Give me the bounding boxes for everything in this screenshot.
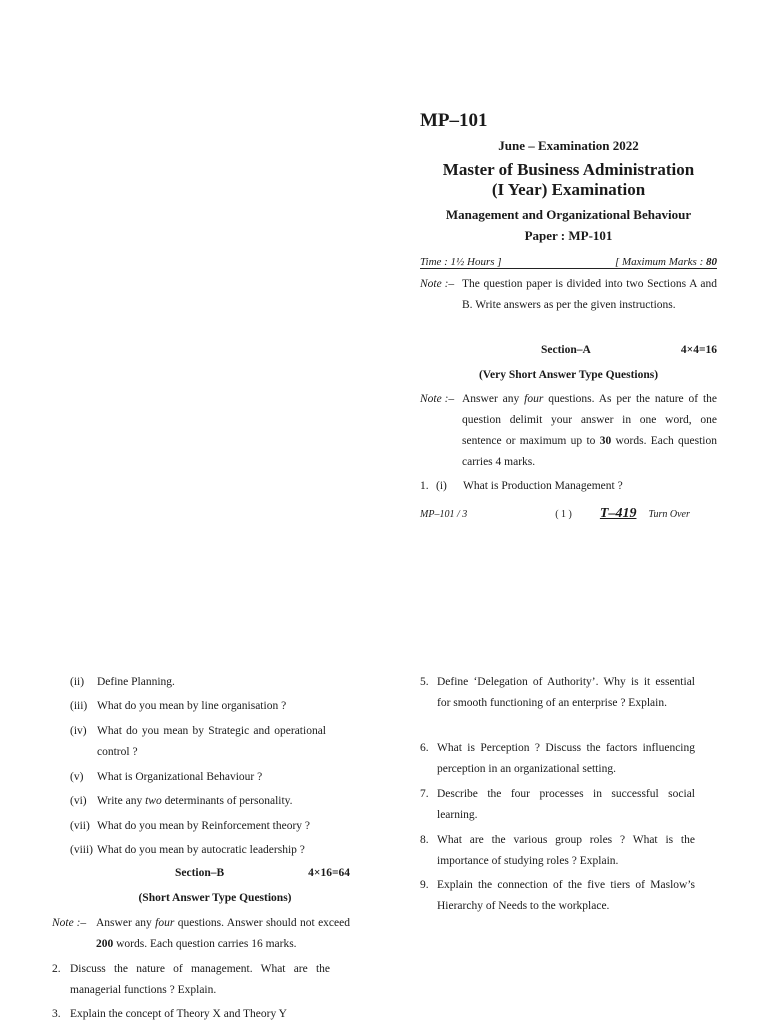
question-number: 1.: [420, 480, 429, 492]
question-1-i: [420, 476, 717, 497]
note-label: Note :–: [420, 278, 455, 290]
section-a-note-label: Note :–: [420, 393, 455, 405]
section-b-header: [70, 867, 350, 883]
question-1-iv: (iv) What do you mean by Strategic and operational control ?: [70, 725, 326, 758]
question-5: 5. Define ‘Delegation of Authority’. Why is it essential for smooth functioning of an enterprise ? Explain.: [420, 676, 695, 709]
question-text: What is Production Management ?: [463, 480, 623, 492]
question-9: 9. Explain the connection of the five tiers of Maslow’s Hierarchy of Needs to the workplace.: [420, 879, 695, 912]
degree-line-2: (I Year) Examination: [491, 180, 646, 199]
turn-over: Turn Over: [648, 509, 690, 520]
question-7: 7. Describe the four processes in successful social learning.: [420, 788, 695, 821]
question-1-viii: (viii) What do you mean by autocratic leadership ?: [70, 844, 305, 856]
question-8: 8. What are the various group roles ? What is the importance of studying roles ? Explain.: [420, 834, 695, 867]
section-a-subtitle: (Very Short Answer Type Questions): [478, 369, 659, 381]
question-1-vii: (vii) What do you mean by Reinforcement theory ?: [70, 820, 310, 832]
section-a-marks: 4×4=16: [680, 344, 717, 356]
time-label: Time : 1½ Hours ]: [420, 256, 502, 268]
max-marks-value: 80: [706, 256, 717, 268]
paper-code: MP–101: [420, 110, 488, 131]
section-a-note: [420, 389, 717, 473]
t-code: T–419: [599, 506, 637, 521]
section-a-note-text: Answer any four questions. As per the nature of the question delimit your answer in one word, one sentence or maximum up to 30 words. Each question carries 4 marks.: [462, 393, 718, 468]
page-number: ( 1 ): [555, 509, 572, 520]
sub-question-number: (i): [436, 480, 447, 492]
section-b-note: [52, 913, 350, 955]
section-b-title: Section–B: [175, 867, 225, 879]
time-marks-bar: [420, 250, 717, 269]
degree-title: [420, 160, 717, 200]
question-6: 6. What is Perception ? Discuss the factors influencing perception in an organizational setting.: [420, 742, 695, 775]
section-a-header: [420, 344, 717, 360]
question-2: 2. Discuss the nature of management. What are the managerial functions ? Explain.: [52, 963, 330, 996]
question-3: 3. Explain the concept of Theory X and Theory Y: [52, 1008, 287, 1020]
question-1-v: (v) What is Organizational Behaviour ?: [70, 771, 263, 783]
page-footer: [420, 506, 717, 522]
question-1-vi: (vi) Write any two determinants of personality.: [70, 795, 293, 807]
section-b-note-text: Answer any four questions. Answer should not exceed 200 words. Each question carries 16 marks.: [96, 917, 350, 950]
question-1-ii: (ii) Define Planning.: [70, 676, 175, 688]
general-note: [420, 274, 717, 316]
section-b-marks: 4×16=64: [308, 867, 350, 879]
paper-label: Paper : MP-101: [524, 228, 613, 243]
subject-title: Management and Organizational Behaviour: [445, 207, 692, 222]
question-1-iii: (iii) What do you mean by line organisation ?: [70, 700, 287, 712]
subject-block: [420, 204, 717, 246]
section-b-note-label: Note :–: [52, 917, 87, 929]
degree-line-1: Master of Business Administration: [442, 160, 695, 179]
section-a-title: Section–A: [541, 344, 591, 356]
note-text: The question paper is divided into two Sections A and B. Write answers as per the given instructions.: [462, 278, 717, 311]
footer-code: MP–101 / 3: [420, 509, 468, 520]
section-b-subtitle: (Short Answer Type Questions): [138, 892, 292, 904]
exam-session: June – Examination 2022: [498, 138, 639, 153]
max-marks: [ Maximum Marks : 80: [614, 256, 717, 268]
